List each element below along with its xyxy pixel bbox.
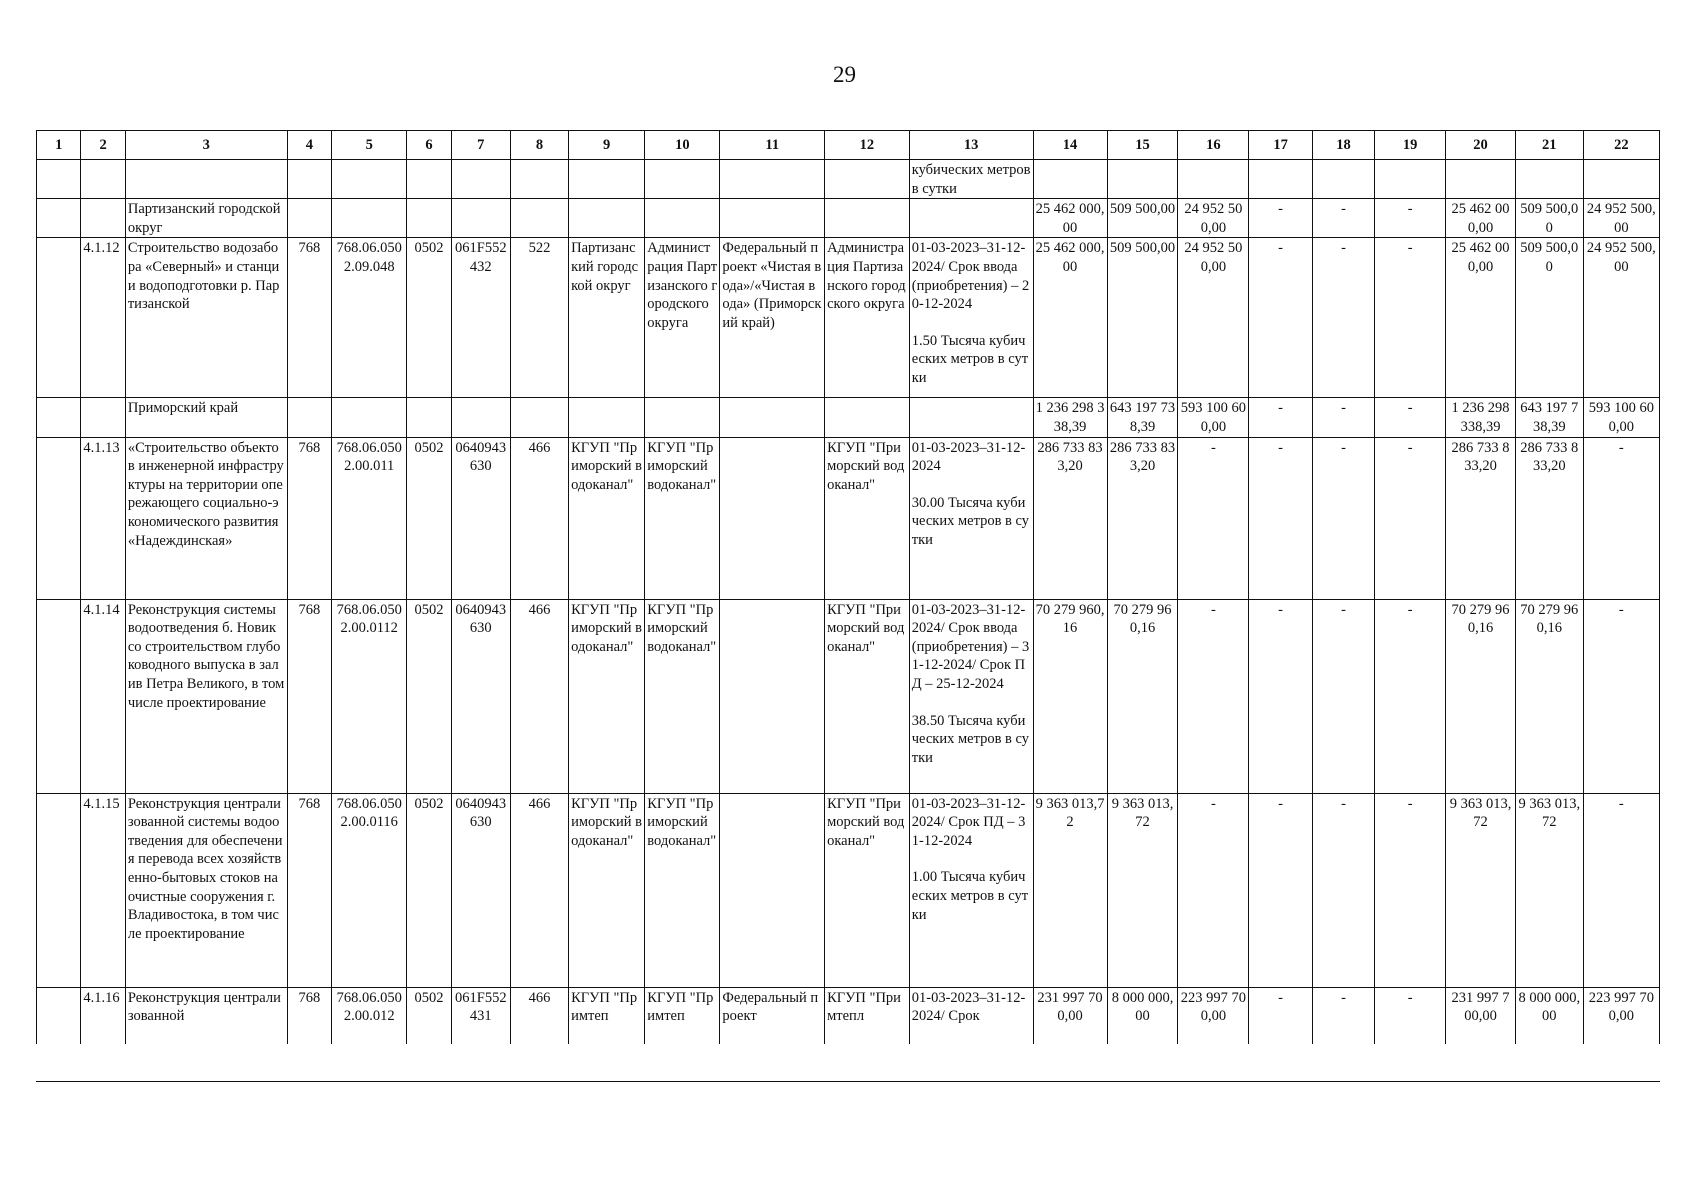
cell-col-19: - <box>1375 398 1446 437</box>
cell-col-22: 24 952 500,00 <box>1583 238 1659 398</box>
column-header-14: 14 <box>1033 131 1107 160</box>
column-header-16: 16 <box>1178 131 1249 160</box>
cell-col-22: 223 997 700,00 <box>1583 987 1659 1044</box>
cell-col-12: КГУП "Приморский водоканал" <box>825 437 910 599</box>
cell-col-12: КГУП "Приморский водоканал" <box>825 599 910 793</box>
capacity-text: 1.50 Тысяча кубических метров в сутки <box>911 332 1029 386</box>
group-name-cell: Приморский край <box>125 398 287 437</box>
capacity-text: 30.00 Тысяча кубических метров в сутки <box>911 494 1030 548</box>
cell-col-21: 286 733 833,20 <box>1515 437 1583 599</box>
cell-col-20: 25 462 000,00 <box>1446 238 1516 398</box>
cell-col-16: 24 952 500,00 <box>1178 238 1249 398</box>
cell-col-6 <box>407 398 451 437</box>
cell-col-20 <box>1446 160 1516 199</box>
column-header-22: 22 <box>1583 131 1659 160</box>
cell-col-18: - <box>1312 987 1374 1044</box>
cell-col-13 <box>909 199 1033 238</box>
table-row <box>37 599 1660 793</box>
cell-col-10: КГУП "Приморский водоканал" <box>645 793 720 987</box>
cell-col-10: КГУП "Приморский водоканал" <box>645 599 720 793</box>
cell-col-5: 768.06.0502.00.0116 <box>332 793 407 987</box>
cell-col-11 <box>720 199 825 238</box>
cell-col-11: Федеральный проект <box>720 987 825 1044</box>
cell-col-5: 768.06.0502.00.011 <box>332 437 407 599</box>
cell-col-8: 522 <box>510 238 568 398</box>
cell-col-19: - <box>1375 199 1446 238</box>
cell-col-14: 25 462 000,00 <box>1033 199 1107 238</box>
cell-col-17: - <box>1249 599 1312 793</box>
cell-col-8 <box>510 398 568 437</box>
cell-col-12 <box>825 160 910 199</box>
column-header-19: 19 <box>1375 131 1446 160</box>
cell-col-6: 0502 <box>407 987 451 1044</box>
cell-col-2: 4.1.16 <box>81 987 125 1044</box>
cell-col-7 <box>451 160 510 199</box>
cell-col-21: 509 500,00 <box>1515 199 1583 238</box>
cell-col-9: КГУП "Приморский водоканал" <box>569 599 645 793</box>
cell-col-22: - <box>1583 599 1659 793</box>
cell-col-10 <box>645 199 720 238</box>
cell-col-11 <box>720 793 825 987</box>
column-header-2: 2 <box>81 131 125 160</box>
period-text: 01-03-2023–31-12-2024 <box>911 439 1026 475</box>
cell-col-21: 509 500,00 <box>1515 238 1583 398</box>
cell-col-5: 768.06.0502.00.012 <box>332 987 407 1044</box>
cell-col-5 <box>332 398 407 437</box>
cell-col-19: - <box>1375 437 1446 599</box>
cell-col-18: - <box>1312 793 1374 987</box>
cell-col-15: 509 500,00 <box>1107 238 1178 398</box>
cell-col-4 <box>287 398 331 437</box>
capacity-text: 1.00 Тысяча кубических метров в сутки <box>911 869 1029 923</box>
cell-col-5 <box>332 160 407 199</box>
cell-col-22: 593 100 600,00 <box>1583 398 1659 437</box>
period-text: 01-03-2023–31-12-2024/ Срок <box>911 989 1026 1025</box>
cell-col-11 <box>720 398 825 437</box>
group-name-cell: Партизанский городской округ <box>125 199 287 238</box>
column-header-4: 4 <box>287 131 331 160</box>
cell-col-19: - <box>1375 793 1446 987</box>
investment-table <box>36 130 1660 1044</box>
column-header-8: 8 <box>510 131 568 160</box>
cell-col-4: 768 <box>287 238 331 398</box>
cell-col-17: - <box>1249 398 1312 437</box>
cell-col-13 <box>909 793 1033 987</box>
table-header-row <box>37 131 1660 160</box>
cell-col-9: КГУП "Приморский водоканал" <box>569 793 645 987</box>
cell-col-11 <box>720 437 825 599</box>
cell-col-14: 286 733 833,20 <box>1033 437 1107 599</box>
column-header-21: 21 <box>1515 131 1583 160</box>
column-header-18: 18 <box>1312 131 1374 160</box>
cell-col-4: 768 <box>287 599 331 793</box>
column-header-5: 5 <box>332 131 407 160</box>
cell-col-1 <box>37 987 81 1044</box>
cell-col-1 <box>37 437 81 599</box>
column-header-11: 11 <box>720 131 825 160</box>
cell-col-2: 4.1.15 <box>81 793 125 987</box>
cell-col-16: 223 997 700,00 <box>1178 987 1249 1044</box>
cell-col-16: 24 952 500,00 <box>1178 199 1249 238</box>
cell-col-15: 643 197 738,39 <box>1107 398 1178 437</box>
cell-col-5 <box>332 199 407 238</box>
cell-col-4 <box>287 199 331 238</box>
cell-col-15: 70 279 960,16 <box>1107 599 1178 793</box>
cell-col-17: - <box>1249 199 1312 238</box>
cell-col-6: 0502 <box>407 793 451 987</box>
cell-col-1 <box>37 398 81 437</box>
cell-col-15: 286 733 833,20 <box>1107 437 1178 599</box>
cell-col-22 <box>1583 160 1659 199</box>
column-header-20: 20 <box>1446 131 1516 160</box>
cell-col-8: 466 <box>510 599 568 793</box>
cell-col-9: КГУП "Примтеп <box>569 987 645 1044</box>
cell-col-12: КГУП "Примтепл <box>825 987 910 1044</box>
cell-col-20: 25 462 000,00 <box>1446 199 1516 238</box>
cell-col-3: «Строительство объектов инженерной инфраструктуры на территории опережающего социально-экономического развития «Надеждинская» <box>125 437 287 599</box>
cell-col-4: 768 <box>287 987 331 1044</box>
cell-col-2 <box>81 160 125 199</box>
table-row <box>37 199 1660 238</box>
cell-col-11 <box>720 599 825 793</box>
cell-col-17 <box>1249 160 1312 199</box>
cell-col-7: 0640943630 <box>451 437 510 599</box>
cell-col-10: КГУП "Примтеп <box>645 987 720 1044</box>
cell-col-3 <box>125 160 287 199</box>
cell-col-4 <box>287 160 331 199</box>
table-row <box>37 987 1660 1044</box>
cell-col-3: Реконструкция централизованной системы водоотведения для обеспечения перевода всех хозяйственно-бытовых стоков на очистные сооружения г. Владивостока, в том числе проектирование <box>125 793 287 987</box>
table-body <box>37 131 1660 1044</box>
cell-col-8 <box>510 160 568 199</box>
cell-col-1 <box>37 199 81 238</box>
cell-col-7: 0640943630 <box>451 793 510 987</box>
cell-col-3: Строительство водозабора «Северный» и станции водоподготовки р. Партизанской <box>125 238 287 398</box>
cell-col-20: 286 733 833,20 <box>1446 437 1516 599</box>
cell-col-20: 70 279 960,16 <box>1446 599 1516 793</box>
cell-col-15: 9 363 013,72 <box>1107 793 1178 987</box>
cell-col-18: - <box>1312 437 1374 599</box>
cell-col-8: 466 <box>510 437 568 599</box>
cell-col-13 <box>909 398 1033 437</box>
cell-col-15 <box>1107 160 1178 199</box>
cell-col-1 <box>37 238 81 398</box>
cell-col-17: - <box>1249 987 1312 1044</box>
cell-col-21 <box>1515 160 1583 199</box>
cell-col-1 <box>37 599 81 793</box>
cell-col-16: - <box>1178 599 1249 793</box>
cell-col-9 <box>569 199 645 238</box>
cell-col-10: Администрация Партизанского городского округа <box>645 238 720 398</box>
cell-col-18: - <box>1312 398 1374 437</box>
cell-col-7 <box>451 398 510 437</box>
cell-col-13 <box>909 987 1033 1044</box>
cell-col-6: 0502 <box>407 238 451 398</box>
cell-col-22: - <box>1583 793 1659 987</box>
table-row <box>37 793 1660 987</box>
cell-col-8 <box>510 199 568 238</box>
cell-col-16: 593 100 600,00 <box>1178 398 1249 437</box>
cell-col-13 <box>909 238 1033 398</box>
cell-col-9 <box>569 160 645 199</box>
cell-col-2 <box>81 199 125 238</box>
cell-col-13 <box>909 599 1033 793</box>
cell-col-8: 466 <box>510 987 568 1044</box>
cell-col-6 <box>407 160 451 199</box>
cell-col-14: 25 462 000,00 <box>1033 238 1107 398</box>
cell-col-1 <box>37 160 81 199</box>
cell-col-22: - <box>1583 437 1659 599</box>
cell-col-14: 1 236 298 338,39 <box>1033 398 1107 437</box>
table-row <box>37 238 1660 398</box>
cell-col-21: 8 000 000,00 <box>1515 987 1583 1044</box>
cell-col-1 <box>37 793 81 987</box>
capacity-text: 38.50 Тысяча кубических метров в сутки <box>911 712 1030 766</box>
cell-col-12 <box>825 199 910 238</box>
cell-col-16: - <box>1178 437 1249 599</box>
cell-col-6 <box>407 199 451 238</box>
cell-col-20: 231 997 700,00 <box>1446 987 1516 1044</box>
cell-col-12: Администрация Партизанского городского округа <box>825 238 910 398</box>
cell-col-2: 4.1.13 <box>81 437 125 599</box>
cell-col-14 <box>1033 160 1107 199</box>
column-header-3: 3 <box>125 131 287 160</box>
cell-col-17: - <box>1249 793 1312 987</box>
cell-col-12 <box>825 398 910 437</box>
cell-col-18 <box>1312 160 1374 199</box>
cell-col-9: Партизанский городской округ <box>569 238 645 398</box>
column-header-1: 1 <box>37 131 81 160</box>
cell-col-7: 061F552431 <box>451 987 510 1044</box>
cell-col-20: 1 236 298 338,39 <box>1446 398 1516 437</box>
cell-col-14: 231 997 700,00 <box>1033 987 1107 1044</box>
cell-col-18: - <box>1312 599 1374 793</box>
cell-col-21: 643 197 738,39 <box>1515 398 1583 437</box>
column-header-12: 12 <box>825 131 910 160</box>
cell-col-5: 768.06.0502.00.0112 <box>332 599 407 793</box>
cell-col-21: 70 279 960,16 <box>1515 599 1583 793</box>
cell-col-10: КГУП "Приморский водоканал" <box>645 437 720 599</box>
cell-col-13 <box>909 437 1033 599</box>
cell-col-4: 768 <box>287 793 331 987</box>
cell-col-21: 9 363 013,72 <box>1515 793 1583 987</box>
cell-col-19: - <box>1375 987 1446 1044</box>
cell-col-17: - <box>1249 437 1312 599</box>
cell-col-9: КГУП "Приморский водоканал" <box>569 437 645 599</box>
cell-col-4: 768 <box>287 437 331 599</box>
page-number: 29 <box>833 62 856 87</box>
table-row <box>37 398 1660 437</box>
cell-col-10 <box>645 398 720 437</box>
table-bottom-rule <box>36 1081 1660 1082</box>
table-row <box>37 437 1660 599</box>
cell-col-15: 8 000 000,00 <box>1107 987 1178 1044</box>
cell-col-2 <box>81 398 125 437</box>
cell-col-18: - <box>1312 199 1374 238</box>
cell-col-9 <box>569 398 645 437</box>
cell-col-11 <box>720 160 825 199</box>
cell-col-2: 4.1.14 <box>81 599 125 793</box>
cell-col-6: 0502 <box>407 437 451 599</box>
cell-col-7 <box>451 199 510 238</box>
column-header-6: 6 <box>407 131 451 160</box>
cell-col-14: 70 279 960,16 <box>1033 599 1107 793</box>
column-header-17: 17 <box>1249 131 1312 160</box>
cell-col-5: 768.06.0502.09.048 <box>332 238 407 398</box>
cell-col-12: КГУП "Приморский водоканал" <box>825 793 910 987</box>
period-text: 01-03-2023–31-12-2024/ Срок ввода (приобретения) – 20-12-2024 <box>911 240 1030 313</box>
cell-col-20: 9 363 013,72 <box>1446 793 1516 987</box>
period-text: 01-03-2023–31-12-2024/ Срок ввода (приобретения) – 31-12-2024/ Срок ПД – 25-12-2024 <box>911 601 1030 692</box>
column-header-9: 9 <box>569 131 645 160</box>
cell-col-3: Реконструкция централизованной <box>125 987 287 1044</box>
column-header-13: 13 <box>909 131 1033 160</box>
table-row <box>37 160 1660 199</box>
cell-col-22: 24 952 500,00 <box>1583 199 1659 238</box>
cell-col-13: кубических метров в сутки <box>909 160 1033 199</box>
cell-col-18: - <box>1312 238 1374 398</box>
column-header-10: 10 <box>645 131 720 160</box>
column-header-7: 7 <box>451 131 510 160</box>
cell-col-17: - <box>1249 238 1312 398</box>
cell-col-14: 9 363 013,72 <box>1033 793 1107 987</box>
cell-col-19 <box>1375 160 1446 199</box>
cell-col-19: - <box>1375 599 1446 793</box>
cell-col-10 <box>645 160 720 199</box>
cell-col-16 <box>1178 160 1249 199</box>
cell-col-8: 466 <box>510 793 568 987</box>
cell-col-15: 509 500,00 <box>1107 199 1178 238</box>
cell-col-16: - <box>1178 793 1249 987</box>
column-header-15: 15 <box>1107 131 1178 160</box>
cell-col-19: - <box>1375 238 1446 398</box>
period-text: 01-03-2023–31-12-2024/ Срок ПД – 31-12-2024 <box>911 795 1026 849</box>
cell-col-2: 4.1.12 <box>81 238 125 398</box>
cell-col-7: 061F552432 <box>451 238 510 398</box>
cell-col-11: Федеральный проект «Чистая вода»/«Чистая вода» (Приморский край) <box>720 238 825 398</box>
cell-col-6: 0502 <box>407 599 451 793</box>
cell-col-7: 0640943630 <box>451 599 510 793</box>
cell-col-3: Реконструкция системы водоотведения б. Новик со строительством глубоководного выпуска в залив Петра Великого, в том числе проектирование <box>125 599 287 793</box>
